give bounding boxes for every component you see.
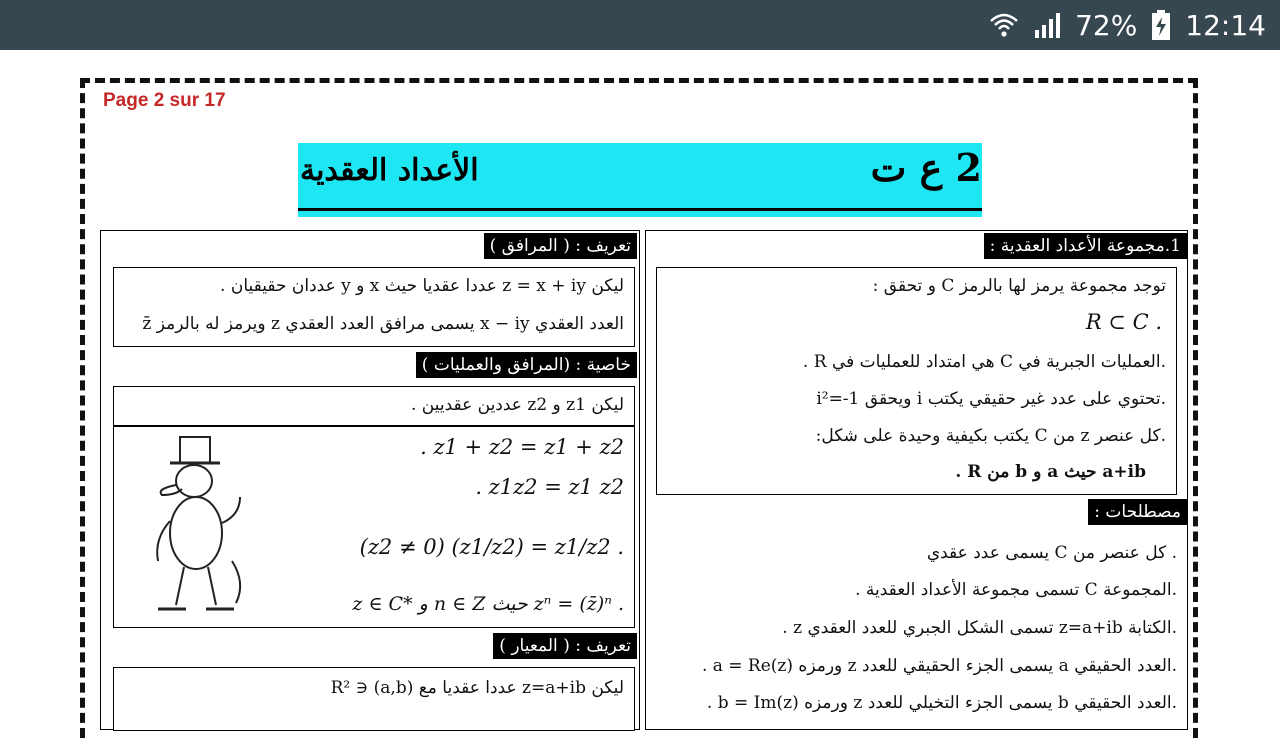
property-formulas-box	[113, 426, 635, 628]
set-intro: توجد مجموعة يرمز لها بالرمز C و تحقق :	[872, 276, 1166, 296]
unique-form: .كل عنصر z من C يكتب بكيفية وحيدة على شكل:	[815, 426, 1166, 446]
property-statement-box	[113, 386, 635, 426]
formula-sum: . z1 + z2 = z1 + z2	[420, 435, 624, 459]
property-header: خاصية : (المرافق والعمليات )	[416, 352, 637, 378]
document-page[interactable]	[0, 50, 1280, 720]
conjugate-def-line1: ليكن z = x + iy عددا عقديا حيث x و y عددان حقيقيان .	[220, 276, 624, 296]
battery-percent: 72%	[1075, 8, 1138, 42]
modulus-definition-header: تعريف : ( المعيار )	[493, 633, 637, 659]
terms-header: مصطلحات :	[1088, 499, 1187, 525]
term-5: .العدد الحقيقي b يسمى الجزء التخيلي للعدد z ورمزه b = Im(z) .	[706, 693, 1177, 713]
formula-power: z ∈ C* و n ∈ Z حيث zⁿ = (z̄)ⁿ .	[352, 593, 624, 615]
section1-box	[656, 267, 1177, 495]
left-column	[100, 230, 640, 730]
inclusion: R ⊂ C .	[1085, 310, 1162, 334]
ops-extension: .العمليات الجبرية في C هي امتداد للعمليات في R .	[802, 352, 1166, 372]
conjugate-definition-box	[113, 267, 635, 347]
property-statement: ليكن z1 و z2 عددين عقديين .	[410, 395, 624, 415]
status-bar	[0, 0, 1280, 50]
level-label: 2 ع ت	[870, 145, 982, 190]
signal-icon	[1033, 12, 1061, 38]
term-3: .الكتابة z=a+ib تسمى الشكل الجبري للعدد العقدي z .	[782, 618, 1177, 638]
term-1: . كل عنصر من C يسمى عدد عقدي	[926, 543, 1177, 563]
formula-quotient: (z2 ≠ 0) (z1/z2) = z1/z2 .	[359, 535, 624, 559]
modulus-definition-box	[113, 667, 635, 731]
right-column	[645, 230, 1188, 730]
conjugate-definition-header: تعريف : ( المرافق )	[484, 233, 637, 259]
page-number-label: Page 2 sur 17	[103, 90, 226, 111]
title-banner	[298, 143, 982, 217]
modulus-def-line: ليكن z=a+ib عددا عقديا مع (a,b) ∈ R²	[330, 678, 624, 698]
term-2: .المجموعة C تسمى مجموعة الأعداد العقدية .	[855, 580, 1177, 600]
algebraic-form: a+ib حيث a و b من R .	[955, 462, 1146, 482]
imaginary-unit: .تحتوي على عدد غير حقيقي يكتب i ويحقق i²=-1	[816, 389, 1166, 409]
term-4: .العدد الحقيقي a يسمى الجزء الحقيقي للعدد z ورمزه a = Re(z) .	[701, 656, 1177, 676]
conjugate-def-line2: العدد العقدي x − iy يسمى مرافق العدد العقدي z ويرمز له بالرمز z̄	[142, 314, 624, 334]
section1-header: 1.مجموعة الأعداد العقدية :	[984, 233, 1187, 259]
banner-underline	[298, 208, 982, 211]
formula-product: . z1z2 = z1 z2	[475, 475, 624, 499]
wifi-icon	[989, 11, 1019, 39]
battery-charging-icon	[1151, 10, 1171, 40]
uncle-scrooge-illustration	[136, 433, 256, 618]
chapter-title: الأعداد العقدية	[300, 153, 479, 188]
clock: 12:14	[1185, 8, 1266, 42]
